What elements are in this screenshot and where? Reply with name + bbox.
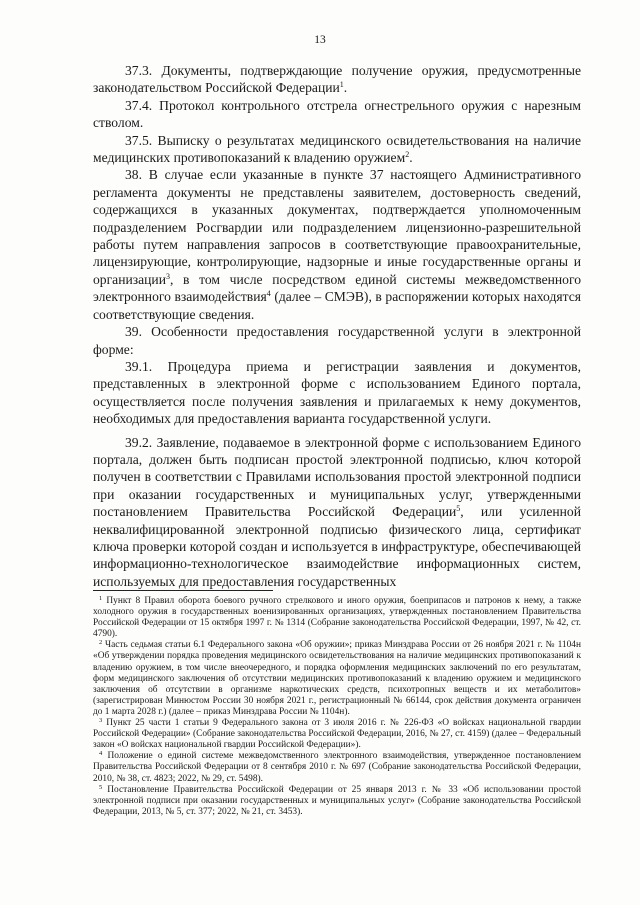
paragraph-37-4: 37.4. Протокол контрольного отстрела огнестрельного оружия с нарезным стволом.	[93, 97, 581, 131]
footnote-1: $^1$ Пункт 8 Правил оборота боевого ручного стрелкового и иного оружия, боеприпасов и патронов к нему, а также холодного оружия в государственных военизированных организациях, утвержденных постановлением Правительства Российской Федерации от 15 октября 1997 г. № 1314 (Собрание законодательства Российской Федерации, 1997, № 42, ст. 4790).	[93, 595, 581, 640]
paragraph-39-2: 39.2. Заявление, подаваемое в электронной форме с использованием Единого портала, должен быть подписан простой электронной подписью, ключ которой получен в соответствии с Правилами использования простой электронной подписи при оказании государственных и муниципальных услуг, утвержденными постановлением Правительства Российской Федерации$^5$, или усиленной неквалифицированной электронной подписью физического лица, сертификат ключа проверки которой создан и используется в инфраструктуре, обеспечивающей информационно-технологическое взаимодействие информационных систем, используемых для предоставления государственных	[93, 434, 581, 589]
footnote-separator	[93, 590, 273, 591]
paragraph-37-5: 37.5. Выписку о результатах медицинского освидетельствования на наличие медицинских противопоказаний к владению оружием$^2$.	[93, 132, 581, 166]
footnotes	[93, 596, 581, 818]
paragraph-39-1: 39.1. Процедура приема и регистрации заявления и документов, представленных в электронной форме с использованием Единого портала, осуществляется после получения заявления и прилагаемых к нему документов, необходимых для предоставления варианта государственной услуги.	[93, 358, 581, 427]
paragraph-37-3: 37.3. Документы, подтверждающие получение оружия, предусмотренные законодательством Российской Федерации$^1$.	[93, 63, 581, 96]
footnote-2: $^2$ Часть седьмая статьи 6.1 Федерального закона «Об оружии»; приказ Минздрава России от 26 ноября 2021 г. № 1104н «Об утверждении порядка проведения медицинского освидетельствования на наличие медицинских противопоказаний к владению оружием, в том числе внеочередного, и порядка оформления медицинских заключений по его результатам, форм медицинского заключения об отсутствии медицинских противопоказаний к владению оружием и медицинского заключения об отсутствии в организме наркотических средств, психотропных веществ и их метаболитов» (зарегистрирован Минюстом России 30 ноября 2021 г., регистрационный № 66144, срок действия документа ограничен до 1 марта 2028 г.) (далее – приказ Минздрава России № 1104н).	[93, 639, 581, 717]
footnote-4: $^4$ Положение о единой системе межведомственного электронного взаимодействия, утвержденное постановлением Правительства Российской Федерации от 8 сентября 2010 г. № 697 (Собрание законодательства Российской Федерации, 2010, № 38, ст. 4823; 2022, № 29, ст. 5498).	[93, 750, 581, 784]
footnote-3: $^3$ Пункт 25 части 1 статьи 9 Федерального закона от 3 июля 2016 г. № 226-ФЗ «О войсках национальной гвардии Российской Федерации» (Собрание законодательства Российской Федерации, 2016, № 27, ст. 4159) (далее – Федеральный закон «О войсках национальной гвардии Российской Федерации»).	[93, 717, 581, 751]
page-number: 13	[314, 34, 326, 46]
main-text	[93, 62, 581, 590]
paragraph-38: 38. В случае если указанные в пункте 37 настоящего Административного регламента документы не представлены заявителем, достоверность сведений, содержащихся в указанных документах, подтверждается уполномоченным подразделением Росгвардии или подразделением лицензионно-разрешительной работы путем направления запросов в соответствующие правоохранительные, лицензирующие, контролирующие, надзорные и иные государственные органы и организации$^3$, в том числе посредством единой системы межведомственного электронного взаимодействия$^4$ (далее – СМЭВ), в распоряжении которых находятся соответствующие сведения.	[93, 167, 582, 322]
paragraph-39: 39. Особенности предоставления государственной услуги в электронной форме:	[93, 324, 581, 357]
footnote-5: $^5$ Постановление Правительства Российской Федерации от 25 января 2013 г. № 33 «Об использовании простой электронной подписи при оказании государственных и муниципальных услуг» (Собрание законодательства Российской Федерации, 2013, № 5, ст. 377; 2022, № 21, ст. 3453).	[93, 783, 581, 817]
